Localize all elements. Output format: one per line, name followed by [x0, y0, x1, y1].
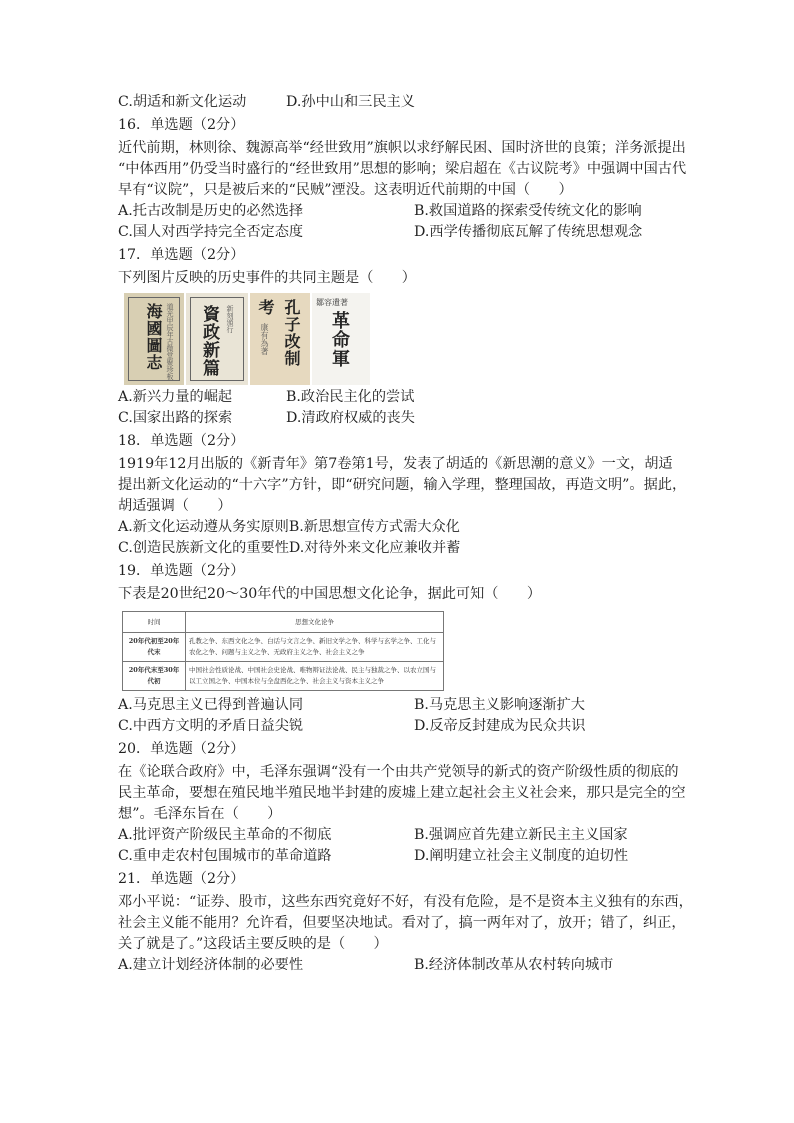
book-cover-geming-jun [312, 293, 370, 385]
q19-header: 19．单选题（2分） [118, 563, 245, 579]
book-author: 康有為著 [260, 323, 269, 355]
q18-options-ab[interactable]: A.新文化运动遵从务实原则B.新思想宣传方式需大众化 [118, 519, 460, 535]
book-title-cont: 考 [256, 299, 275, 316]
table-col-time: 时间 [123, 612, 186, 633]
book-title: 孔子改制 [282, 299, 301, 367]
q20-header: 20．单选题（2分） [118, 741, 245, 757]
q17-book-images [124, 293, 678, 385]
q17-option-b[interactable]: B.政治民主化的尝试 [286, 389, 415, 405]
q17-options-ab [118, 387, 678, 408]
q21-header: 21．单选题（2分） [118, 871, 245, 887]
q18-stem-line: 提出新文化运动的“十六字”方针，即“研究问题，输入学理，整理国故，再造文明”。据此， [118, 477, 687, 493]
q21-stem-line: 关了就是了。”这段话主要反映的是（ ） [118, 936, 388, 952]
q16-option-d[interactable]: D.西学传播彻底瓦解了传统思想观念 [414, 224, 643, 240]
q16-options-ab [118, 201, 678, 222]
q16-stem [118, 138, 687, 201]
q15-option-c[interactable]: C.胡适和新文化运动 [118, 94, 247, 110]
table-col-debates: 思想文化论争 [186, 612, 444, 633]
q16-stem-line: “中体西用”仍受当时盛行的“经世致用”思想的影响；梁启超在《古议院考》中强调中国古代 [118, 161, 687, 177]
table-cell-time: 20年代初至20年代末 [123, 633, 186, 662]
q19-option-d[interactable]: D.反帝反封建成为民众共识 [414, 718, 586, 734]
book-side-text: 道光甲辰年古微堂聚珍板 [166, 303, 174, 380]
book-title: 資政新篇 [199, 305, 219, 377]
q17-header: 17．单选题（2分） [118, 247, 245, 263]
q18-options-cd[interactable]: C.创造民族新文化的重要性D.对待外来文化应兼收并蓄 [118, 540, 461, 556]
q17-options-cd [118, 408, 678, 429]
q20-stem [118, 762, 686, 825]
q21-options-ab [118, 955, 678, 976]
book-title: 革命軍 [329, 311, 350, 368]
q16-stem-line: 近代前期，林则徐、魏源高举“经世致用”旗帜以求纾解民困、国时济世的良策；洋务派提出 [118, 140, 686, 156]
q20-option-c[interactable]: C.重申走农村包围城市的革命道路 [118, 848, 332, 864]
q18-header: 18．单选题（2分） [118, 433, 245, 449]
q20-option-b[interactable]: B.强调应首先建立新民主主义国家 [414, 827, 628, 843]
exam-page [118, 92, 693, 976]
table-header-row [123, 612, 444, 633]
book-top-text: 鄒容遺著 [316, 298, 348, 307]
q21-stem-line: 社会主义能不能用？允许看，但要坚决地试。看对了，搞一两年对了，放开；错了，纠正， [118, 915, 686, 931]
q19-option-c[interactable]: C.中西方文明的矛盾日益尖锐 [118, 718, 304, 734]
book-side-text: 新刻頒行 [226, 305, 234, 333]
q16-option-a[interactable]: A.托古改制是历史的必然选择 [118, 203, 304, 219]
q17-stem: 下列图片反映的历史事件的共同主题是（ ） [118, 270, 416, 286]
q15-options-cd [118, 92, 678, 113]
q18-stem [118, 454, 687, 517]
q19-option-a[interactable]: A.马克思主义已得到普遍认同 [118, 697, 304, 713]
q20-stem-line: 在《论联合政府》中，毛泽东强调“没有一个由共产党领导的新式的资产阶级性质的彻底的 [118, 764, 679, 780]
q17-option-d[interactable]: D.清政府权威的丧失 [286, 410, 415, 426]
table-row [123, 633, 444, 662]
table-cell-content: 中国社会性质论战、中国社会史论战、唯物辩证法论战、民主与独裁之争、以农立国与以工立国之争、中国本位与全盘西化之争、社会主义与资本主义之争 [186, 662, 444, 691]
q19-options-cd [118, 716, 678, 737]
q20-stem-line: 民主革命，要想在殖民地半殖民地半封建的废墟上建立起社会主义社会来，那只是完全的空 [118, 785, 686, 801]
q21-option-a[interactable]: A.建立计划经济体制的必要性 [118, 957, 304, 973]
q20-option-a[interactable]: A.批评资产阶级民主革命的不彻底 [118, 827, 332, 843]
q16-stem-line: 早有“议院”，只是被后来的“民贼”湮没。这表明近代前期的中国（ ） [118, 182, 573, 198]
q16-options-cd [118, 222, 678, 243]
book-title: 海國圖志 [144, 303, 163, 371]
q21-option-b[interactable]: B.经济体制改革从农村转向城市 [414, 957, 614, 973]
q20-stem-line: 想”。毛泽东旨在（ ） [118, 806, 282, 822]
q20-options-ab [118, 825, 678, 846]
q19-debate-table [122, 611, 444, 691]
q16-option-c[interactable]: C.国人对西学持完全否定态度 [118, 224, 304, 240]
q21-stem-line: 邓小平说：“证券、股市，这些东西究竟好不好，有没有危险，是不是资本主义独有的东西， [118, 894, 693, 910]
table-cell-content: 孔教之争、东西文化之争、白话与文言之争、新旧文学之争、科学与玄学之争、工化与农化之争、问题与主义之争、无政府主义之争、社会主义之争 [186, 633, 444, 662]
book-cover-zizheng-xinpian [186, 293, 248, 385]
q16-header: 16．单选题（2分） [118, 117, 245, 133]
q21-stem [118, 892, 693, 955]
q16-option-b[interactable]: B.救国道路的探索受传统文化的影响 [414, 203, 642, 219]
q19-stem: 下表是20世纪20～30年代的中国思想文化论争，据此可知（ ） [118, 586, 542, 602]
q17-option-c[interactable]: C.国家出路的探索 [118, 410, 233, 426]
table-cell-time: 20年代末至30年代初 [123, 662, 186, 691]
book-cover-kongzi-gaizhi-kao [250, 293, 310, 385]
q20-option-d[interactable]: D.阐明建立社会主义制度的迫切性 [414, 848, 629, 864]
table-row [123, 662, 444, 691]
q18-stem-line: 胡适强调（ ） [118, 498, 232, 514]
q19-option-b[interactable]: B.马克思主义影响逐渐扩大 [414, 697, 585, 713]
q18-stem-line: 1919年12月出版的《新青年》第7卷第1号，发表了胡适的《新思潮的意义》一文，胡适 [118, 456, 673, 472]
q19-options-ab [118, 695, 678, 716]
q15-option-d[interactable]: D.孙中山和三民主义 [286, 94, 415, 110]
book-cover-haiguo-tuzhi [124, 293, 184, 385]
q17-option-a[interactable]: A.新兴力量的崛起 [118, 389, 233, 405]
q20-options-cd [118, 846, 678, 867]
